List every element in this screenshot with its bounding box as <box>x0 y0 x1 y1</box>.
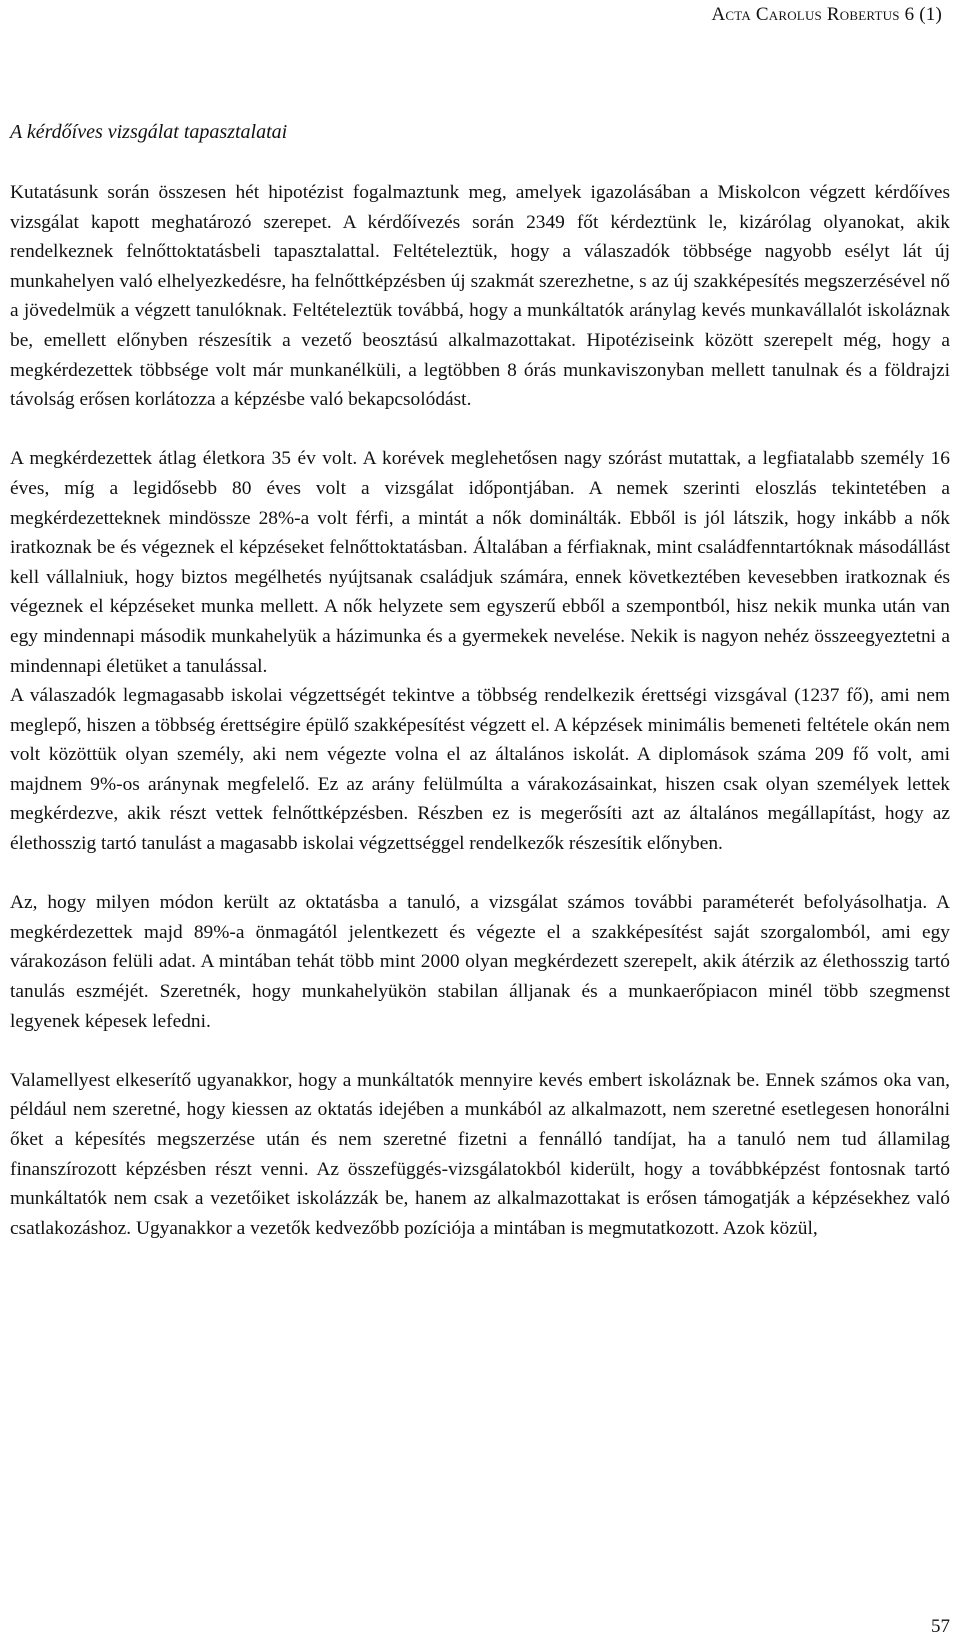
paragraph-hypotheses: Kutatásunk során összesen hét hipotézist fogalmaztunk meg, amelyek igazolásában a Miskolcon végzett kérdőíves vizsgálat kapott meghatározó szerepet. A kérdőívezés során 2349 főt kérdeztünk le, kizárólag olyanokat, akik rendelkeznek felnőttoktatásbeli tapasztalattal. Feltételeztük, hogy a válaszadók többsége nagyobb esélyt lát új munkahelyen való elhelyezkedésre, ha felnőttképzésben új szakmát szerezhetne, s az új szakképesítés megszerzésével nő a jövedelmük a végzett tanulóknak. Feltételeztük továbbá, hogy a munkáltatók aránylag kevés munkavállalót iskoláznak be, emellett előnyben részesítik a vezető beosztású alkalmazottakat. Hipotéziseink között szerepelt még, hogy a megkérdezettek többsége volt már munkanélküli, a legtöbben 8 órás munkaviszonyban mellett tanulnak és a földrajzi távolság erősen korlátozza a képzésbe való bekapcsolódást. <box>10 182 950 411</box>
section-title: A kérdőíves vizsgálat tapasztalatai <box>10 121 288 143</box>
body-text <box>10 178 950 1243</box>
paragraph-enrollment: Az, hogy milyen módon került az oktatásba a tanuló, a vizsgálat számos további paraméterét befolyásolhatja. A megkérdezettek majd 89%-a önmagától jelentkezett és végezte el a szakképesítést saját szorgalomból, ami egy várakozáson felüli adat. A mintában tehát több mint 2000 olyan megkérdezett szerepelt, akik átérzik az élethosszig tartó tanulás eszméjét. Szeretnék, hogy munkahelyükön stabilan álljanak és a munkaerőpiacon minél több szegmenst legyenek képesek lefedni. <box>10 892 950 1032</box>
paragraph-employers: Valamellyest elkeserítő ugyanakkor, hogy a munkáltatók mennyire kevés embert iskoláznak be. Ennek számos oka van, például nem szeretné, hogy kiessen az oktatás idejében a munkából az alkalmazott, nem szeretné esetlegesen honorálni őket a képesítés megszerzése után és nem szeretné fizetni a fennálló tandíjat, ha a tanuló nem tud államilag finanszírozott képzésben részt venni. Az összefüggés-vizsgálatokból kiderült, hogy a továbbképzést fontosnak tartó munkáltatók nem csak a vezetőiket iskolázzák be, hanem az alkalmazottakat is erősen támogatják a képzésekhez való csatlakozáshoz. Ugyanakkor a vezetők kedvezőbb pozíciója a mintában is megmutatkozott. Azok közül, <box>10 1069 950 1239</box>
paragraph-education: A válaszadók legmagasabb iskolai végzettségét tekintve a többség rendelkezik érettségi vizsgával (1237 fő), ami nem meglepő, hiszen a többség érettségire épülő szakképesítést végzett el. A képzések minimális bemeneti feltétele okán nem volt közöttük olyan személy, aki nem végezte volna el az általános iskolát. A diplomások száma 209 fő volt, ami majdnem 9%-os aránynak megfelelő. Ez az arány felülmúlta a várakozásainkat, hiszen csak olyan személyek lettek megkérdezve, akik részt vettek felnőttképzésben. Részben ez is megerősíti azt az általános megállapítást, hogy az élethosszig tartó tanulást a magasabb iskolai végzettséggel rendelkezők részesítik előnyben. <box>10 685 950 855</box>
page-number: 57 <box>931 1616 950 1637</box>
paragraph-demographics: A megkérdezettek átlag életkora 35 év volt. A korévek meglehetősen nagy szórást mutattak, a legfiatalabb személy 16 éves, míg a legidősebb 80 éves volt a vizsgálat időpontjában. A nemek szerinti eloszlás tekintetében a megkérdezetteknek mindössze 28%-a volt férfi, a mintát a nők dominálták. Ebből is jól látszik, hogy inkább a nők iratkoznak be és végeznek el képzéseket felnőttoktatásban. Általában a férfiaknak, mint családfenntartóknak másodállást kell vállalniuk, hogy biztos megélhetés nyújtsanak családjuk számára, ennek következtében kevesebben iratkoznak és végeznek el képzéseket munka mellett. A nők helyzete sem egyszerű ebből a szempontból, hisz nekik munka után van egy mindennapi második munkahelyük a házimunka és a gyermekek nevelése. Nekik is nagyon nehéz összeegyeztetni a mindennapi életüket a tanulással. <box>10 448 950 677</box>
running-header: Acta Carolus Robertus 6 (1) <box>711 4 942 25</box>
